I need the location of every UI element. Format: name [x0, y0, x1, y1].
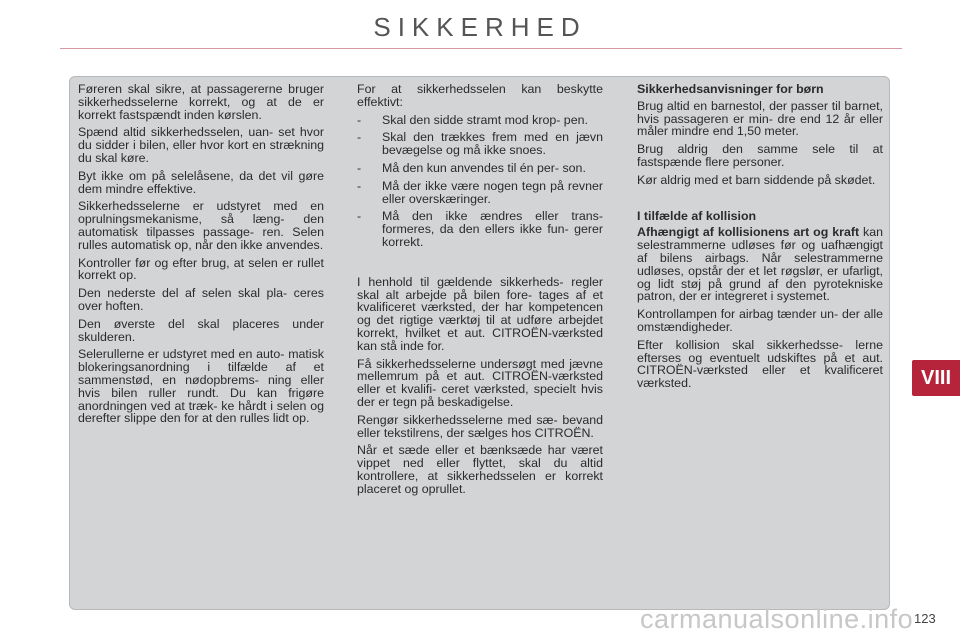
- list-intro: For at sikkerhedsselen kan beskytte effektivt:: [357, 82, 603, 109]
- paragraph: Rengør sikkerhedsselerne med sæ- bevand eller tekstilrens, der sælges hos CITROËN.: [357, 412, 603, 440]
- chapter-tab[interactable]: VIII: [912, 360, 960, 396]
- title-divider: [60, 48, 902, 49]
- paragraph: Spænd altid sikkerhedsselen, uan- set hvor du sidder i bilen, eller hvor kort en strækning du skal køre.: [78, 125, 324, 165]
- paragraph: Sikkerhedsselerne er udstyret med en oprulningsmekanisme, så læng- den automatisk tilpasses passage- ren. Selen rulles automatisk op, når den ikke anvendes.: [78, 199, 324, 252]
- page-title: SIKKERHED: [373, 12, 587, 42]
- paragraph: Kontroller før og efter brug, at selen er rullet korrekt op.: [78, 255, 324, 283]
- paragraph: Selerullerne er udstyret med en auto- matisk blokeringsanordning i tilfælde af et sammenstød, en nødopbrems- ning eller hvis bilen ruller rundt. Du kan frigøre anordningen ved at træk- ke hårdt i selen og derefter slippe den for at den rulles lidt op.: [78, 347, 324, 426]
- list-item: - Skal den sidde stramt mod krop- pen.: [357, 114, 603, 127]
- list-item: - Må der ikke være nogen tegn på revner eller overskæringer.: [357, 180, 603, 206]
- emphasis-text: Afhængigt af kollisionens art og kraft: [637, 225, 860, 240]
- column-left: [78, 83, 324, 430]
- paragraph: Kontrollampen for airbag tænder un- der alle omstændigheder.: [637, 307, 883, 334]
- paragraph-text: kan selestrammerne udløses før og uafhængigt af bilens airbags. Når selestrammerne udløses, opstår der et let røgslør, er ufarligt, og lidt støj på grund af den pyrotekniske patron, der er integreret i systemet.: [637, 225, 884, 304]
- paragraph: Brug aldrig den samme sele til at fastspænde flere personer.: [637, 142, 883, 169]
- paragraph: Den nederste del af selen skal pla- ceres over hoften.: [78, 286, 324, 313]
- watermark: carmanualsonline.info: [640, 604, 914, 634]
- section-heading-collision: I tilfælde af kollision: [637, 208, 757, 223]
- page-number: 123: [914, 611, 936, 626]
- paragraph: Føreren skal sikre, at passagererne bruger sikkerhedsselerne korrekt, og at de er korrekt fastspændt inden kørslen.: [78, 82, 324, 122]
- column-right: [637, 83, 883, 395]
- section-heading-children: Sikkerhedsanvisninger for børn: [637, 82, 824, 96]
- list-item: - Må den ikke ændres eller trans- formeres, da den ellers ikke fun- gerer korrekt.: [357, 210, 603, 248]
- paragraph: Få sikkerhedsselerne undersøgt med jævne mellemrum på et aut. CITROËN-værksted eller et kvalifi- ceret værksted, specielt hvis der er tegn på beskadigelse.: [357, 356, 603, 409]
- content-panel: [69, 76, 890, 610]
- column-middle: [357, 83, 603, 501]
- paragraph: I henhold til gældende sikkerheds- regler skal alt arbejde på bilen fore- tages af et kvalificeret værksted, der har kompetencen og det rigtige værktøj til at udføre arbejdet korrekt, hvilket et aut. CITROËN-værksted kan stå inde for.: [357, 274, 603, 353]
- paragraph: Brug altid en barnestol, der passer til barnet, hvis passageren er min- dre end 12 år eller måler mindre end 1,50 meter.: [637, 98, 883, 139]
- paragraph: Når et sæde eller et bænksæde har været vippet ned eller flyttet, skal du altid kontrollere, at sikkerhedsselen er korrekt placeret og oprullet.: [357, 443, 603, 496]
- requirements-list: [357, 114, 603, 249]
- paragraph: Den øverste del skal placeres under skulderen.: [78, 316, 324, 344]
- paragraph: Kør aldrig med et barn siddende på skødet.: [637, 172, 876, 187]
- list-item: - Må den kun anvendes til én per- son.: [357, 162, 603, 175]
- paragraph: [637, 226, 883, 303]
- paragraph: Efter kollision skal sikkerhedsse- lerne efterses og eventuelt udskiftes på et aut. CITROËN-værksted eller et kvalificeret værksted.: [637, 337, 883, 391]
- list-item: - Skal den trækkes frem med en jævn bevægelse og må ikke snoes.: [357, 131, 603, 157]
- paragraph: Byt ikke om på selelåsene, da det vil gøre dem mindre effektive.: [78, 168, 324, 196]
